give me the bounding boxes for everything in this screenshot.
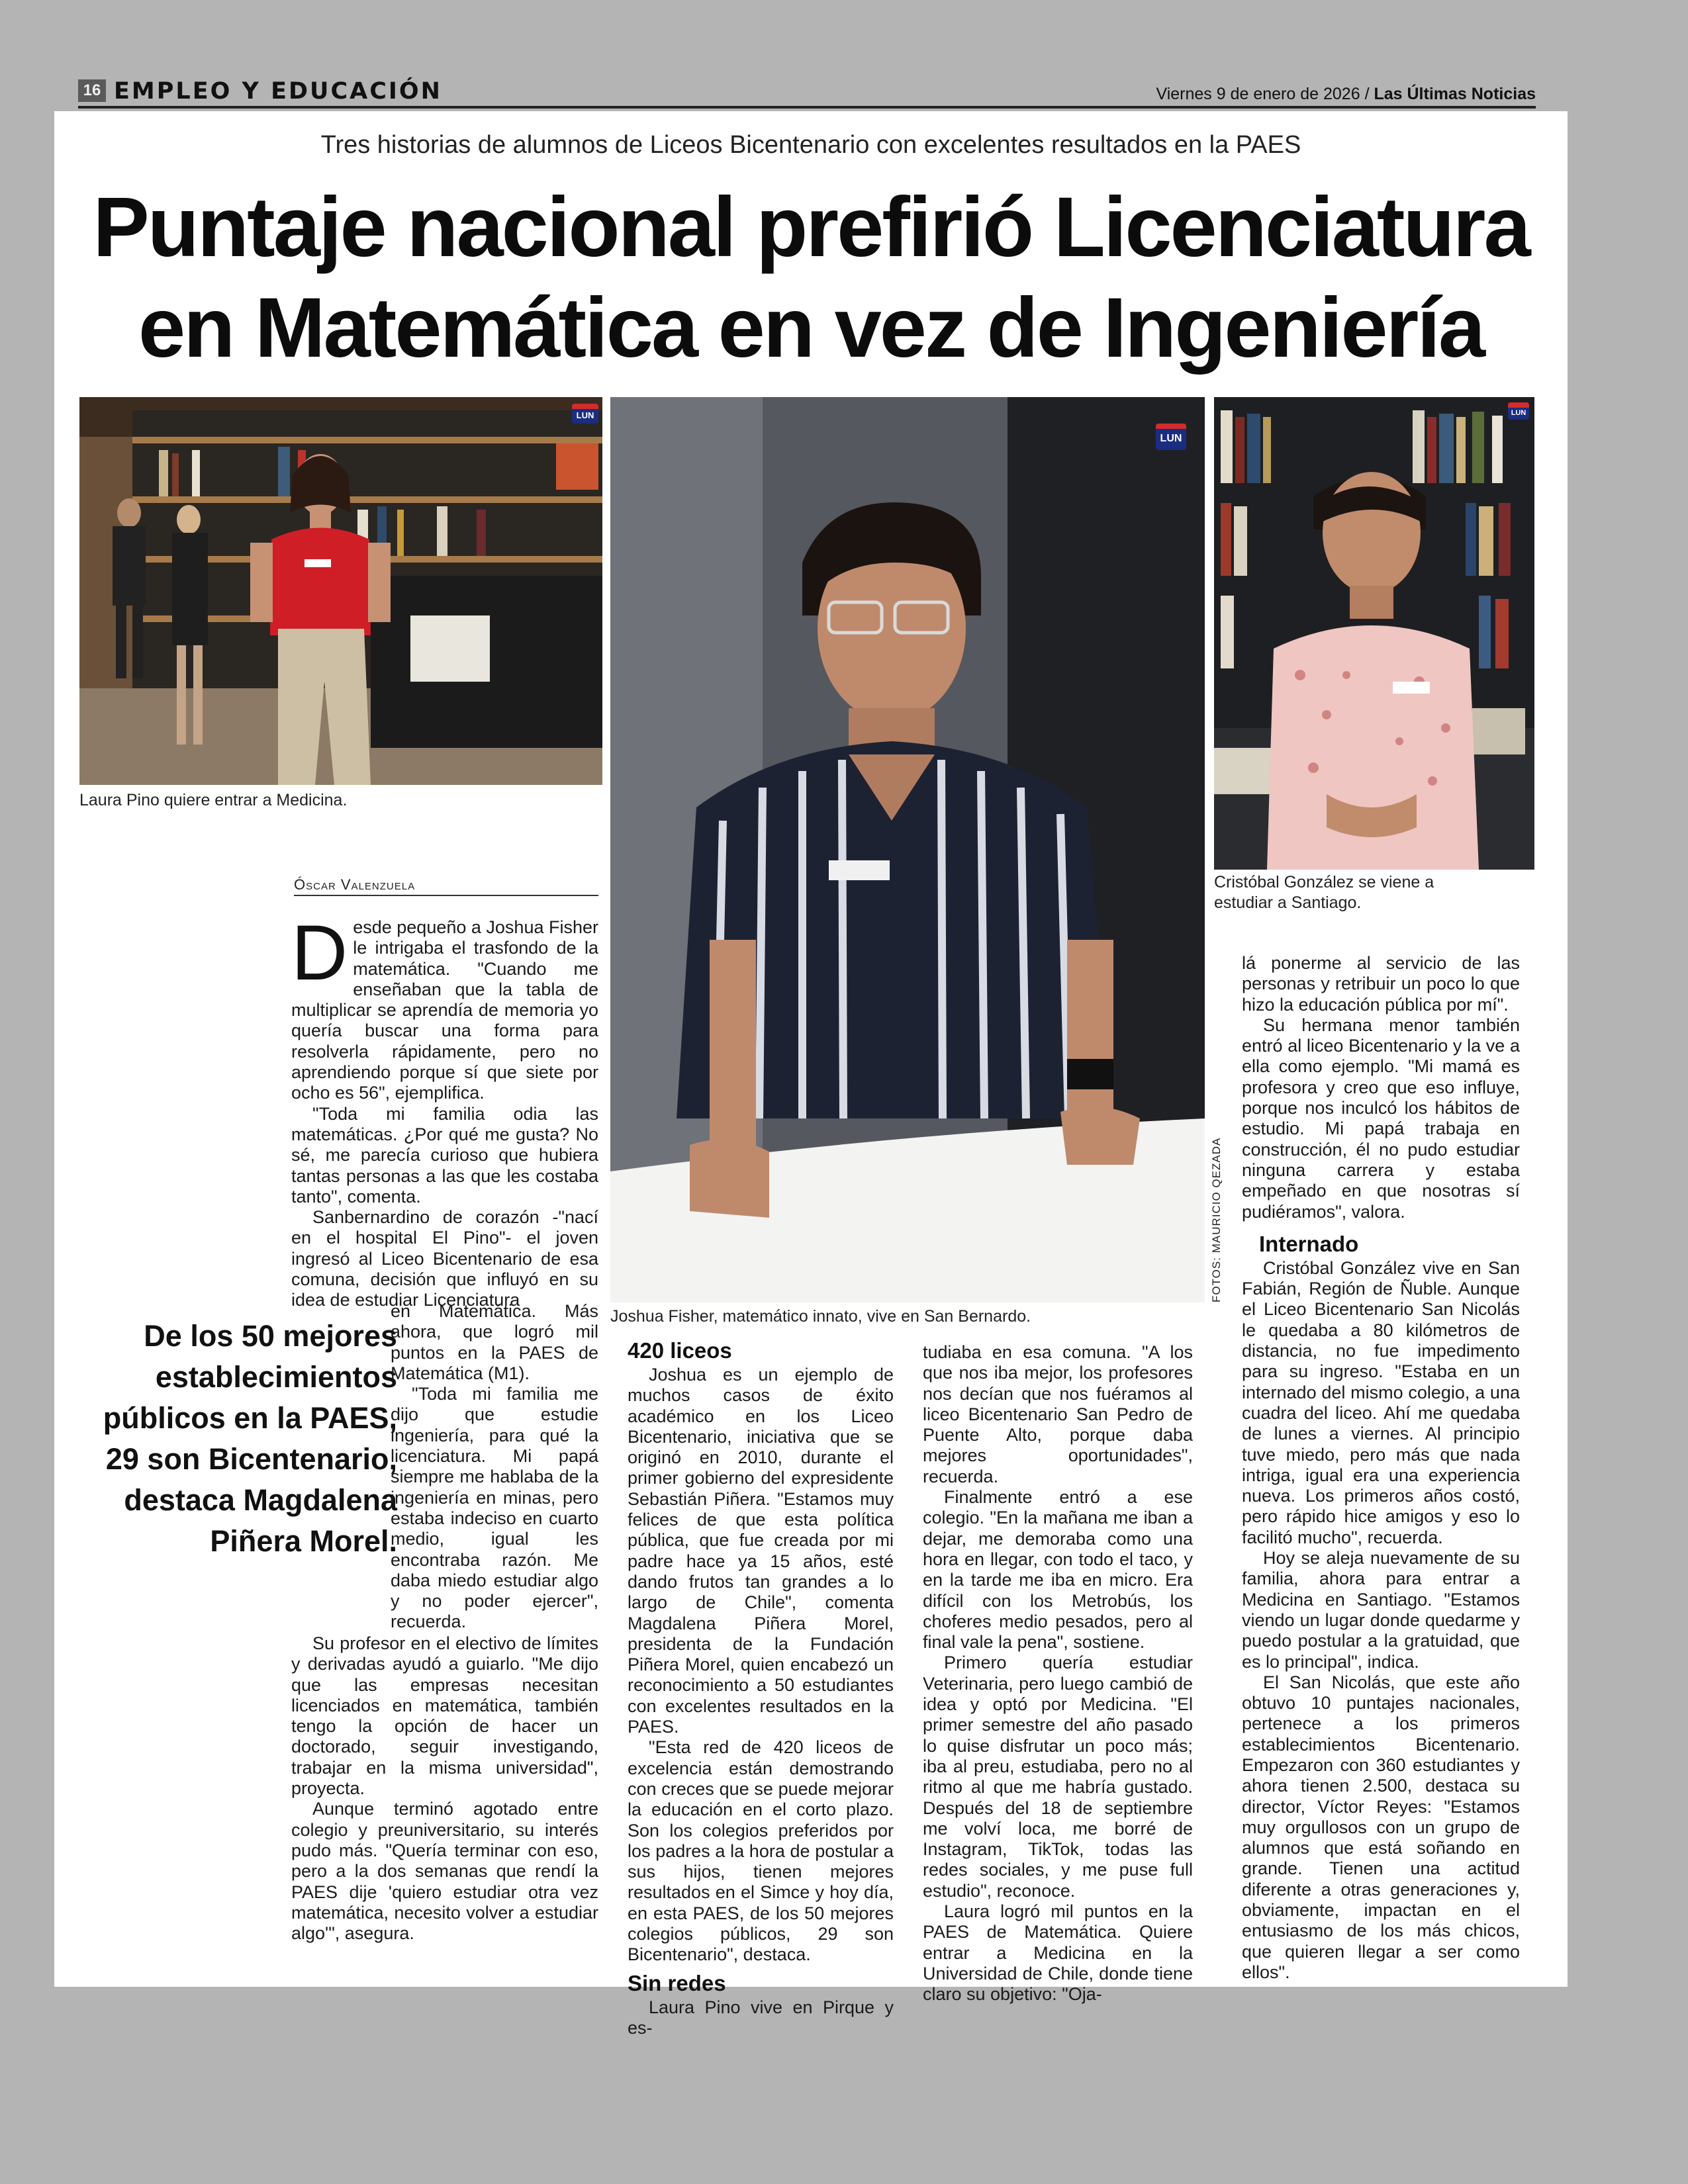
col2-paragraph-3: Laura Pino vive en Pirque y es- [628, 1997, 894, 2038]
byline-rule [294, 895, 598, 896]
col1-paragraph-6: Aunque terminó agotado entre colegio y preuniversitario, su interés pudo más. "Quería terminar con eso, pero a la dos semanas que rendí la PAES dije 'quiero estudiar otra vez matemática, necesito volver a estudiar algo'", asegura. [291, 1799, 598, 1944]
col1-paragraph-3: Sanbernardino de corazón -"nací en el hospital El Pino"- el joven ingresó al Liceo Bicentenario de esa comuna, decisión que influyó en su idea de estudiar Licenciatura [291, 1207, 598, 1310]
lun-badge: LUN [572, 404, 598, 424]
dateline [1156, 85, 1536, 104]
photo-joshua-fisher [610, 397, 1205, 1302]
byline: Óscar Valenzuela [294, 876, 416, 893]
col3-paragraph-3: Primero quería estudiar Veterinaria, pero luego cambió de idea y optó por Medicina. "El primer semestre del año pasado lo quise disfrutar un poco más; iba al preu, estudiaba, pero no al ritmo al que me habría gustado. Después del 18 de septiembre me volví loca, me borré de Instagram, TikTok, todas las redes sociales, y me puse full estudio", reconoce. [923, 1653, 1193, 1901]
issue-date: Viernes 9 de enero de 2026 [1156, 85, 1360, 103]
cristobal-photo-illustration [1214, 397, 1534, 870]
column-4 [1242, 953, 1520, 1983]
col1-paragraph-1 [291, 909, 598, 1104]
subhead-420-liceos: 420 liceos [628, 1338, 732, 1363]
col4-paragraph-5: El San Nicolás, que este año obtuvo 10 puntajes nacionales, pertenece a los primeros establecimientos Bicentenario. Empezaron con 360 estudiantes y ahora tienen 2.500, destaca su director, Víctor Reyes: "Estamos muy orgullosos con un grupo de alumnos que está soñando en grande. Tienen una actitud diferente a otras generaciones y, obviamente, impactan en el entusiasmo de los más chicos, que quieren llegar a ser como ellos". [1242, 1672, 1520, 1982]
article-sheet [54, 111, 1568, 2038]
col1-paragraph-4: "Toda mi familia me dijo que estudie ingeniería, para qué la licenciatura. Mi papá siempre me hablaba de la ingeniería en minas, pero estaba indeciso en cuarto medio, igual les encontraba razón. Me daba miedo estudiar algo y no poder ejercer", recuerda. [391, 1384, 598, 1632]
laura-photo-illustration [79, 397, 602, 785]
col3-paragraph-1: tudiaba en esa comuna. "A los que nos iba mejor, los profesores nos decían que nos fuéramos al liceo Bicentenario San Pedro de Puente Alto, porque daba mejores oportunidades", recuerda. [923, 1342, 1193, 1486]
col4-paragraph-3: Cristóbal González vive en San Fabián, Región de Ñuble. Aunque el Liceo Bicentenario San Nicolás le quedaba a 80 kilómetros de distancia, no fue impedimento para su ingreso. "Estaba en un internado del mismo colegio, a una cuadra del liceo. Ahí me quedaba de lunes a viernes. Al principio tuve miedo, pero más que nada intriga, igual era una experiencia nueva. Los primeros años costó, pero rápido hice amigos y eso lo facilitó mucho", recuerda. [1242, 1257, 1520, 1547]
pull-quote: De los 50 mejores establecimientos públicos en la PAES, 29 son Bicentenario, destaca Magdalena Piñera Morel. [103, 1319, 397, 1558]
section-name: EMPLEO Y EDUCACIÓN [114, 78, 442, 105]
col3-paragraph-2: Finalmente entró a ese colegio. "En la mañana me iban a dejar, me demoraba como una hora en llegar, con todo el taco, y en la tarde me iba en micro. Era difícil con los Metrobús, los choferes medio pesados, pero al final vale la pena", sostiene. [923, 1487, 1193, 1653]
col4-paragraph-4: Hoy se aleja nuevamente de su familia, ahora para entrar a Medicina en Santiago. "Estamos viendo un lugar donde quedarme y puedo postular a la gratuidad, que es lo principal", indica. [1242, 1548, 1520, 1672]
headline-line-2: en Matemática en vez de Ingeniería [138, 281, 1484, 375]
column-2 [628, 1337, 894, 2038]
joshua-photo-illustration [610, 397, 1205, 1302]
subhead-internado: Internado [1259, 1231, 1359, 1256]
subhead-sin-redes: Sin redes [628, 1970, 726, 1995]
dateline-separator: / [1364, 85, 1370, 103]
photo-caption-left: Laura Pino quiere entrar a Medicina. [79, 791, 348, 809]
headline-line-1: Puntaje nacional prefirió Licenciatura [93, 180, 1529, 275]
article-kicker: Tres historias de alumnos de Liceos Bicentenario con excelentes resultados en la PAES [320, 131, 1301, 159]
col4-paragraph-2: Su hermana menor también entró al liceo Bicentenario y la ve a ella como ejemplo. "Mi mamá es profesora y creo que eso influye, porque nos inculcó los hábitos de estudio. Mi papá trabaja en construcción, él no pudo estudiar ninguna carrera y estaba empeñado en que nosotras sí pudiéramos", valora. [1242, 1015, 1520, 1222]
col1-paragraph-3b: en Matemática. Más ahora, que logró mil puntos en la PAES de Matemática (M1). [391, 1301, 598, 1383]
column-1-bottom [291, 1633, 598, 1944]
drop-cap: D [291, 909, 348, 997]
newspaper-name: Las Últimas Noticias [1374, 85, 1536, 103]
header-rule [78, 106, 1536, 109]
column-3 [923, 1342, 1193, 2005]
lun-badge: LUN [1156, 424, 1186, 450]
col2-paragraph-2: "Esta red de 420 liceos de excelencia están demostrando con creces que se puede mejorar la educación en el corto plazo. Son los colegios preferidos por los padres a la hora de postular a sus hijos, tienen mejores resultados en el Simce y hoy día, en esta PAES, de los 50 mejores colegios públicos, 29 son Bicentenario", destaca. [628, 1737, 894, 1965]
col2-paragraph-1: Joshua es un ejemplo de muchos casos de éxito académico en los Liceo Bicentenario, iniciativa que se originó en 2010, durante el primer gobierno del expresidente Sebastián Piñera. "Estamos muy felices de que esta política pública, que fue creada por mi padre hace ya 15 años, esté dando frutos tan grandes a lo largo de Chile", comenta Magdalena Piñera Morel, presidenta de la Fundación Piñera Morel, quien encabezó un reconocimiento a 50 estudiantes con excelentes resultados en la PAES. [628, 1365, 894, 1737]
page-number: 16 [78, 79, 106, 102]
col1-paragraph-5: Su profesor en el electivo de límites y derivadas ayudó a guiarlo. "Me dijo que las empresas necesitan licenciados en matemática, también tengo la opción de hacer un doctorado, seguir investigando, trabajar en la misma universidad", proyecta. [291, 1633, 598, 1799]
col1-paragraph-2: "Toda mi familia odia las matemáticas. ¿Por qué me gusta? No sé, me parecía curioso que hubiera tantas personas a las que les costaba tanto", comenta. [291, 1103, 598, 1206]
photo-caption-center: Joshua Fisher, matemático innato, vive en San Bernardo. [610, 1307, 1031, 1326]
caption-right-line-1: Cristóbal González se viene a [1214, 873, 1434, 891]
photo-laura-pino [79, 397, 602, 785]
col1-p1-text: esde pequeño a Joshua Fisher le intrigaba el trasfondo de la matemática. "Cuando me enseñaban que la tabla de multiplicar se aprendía de memoria yo quería buscar una forma para resolverla rápidamente, pero no aprendiendo porque sí que siete por ocho es 56", ejemplifica. [291, 917, 598, 1103]
column-1 [291, 909, 598, 1311]
photo-caption-right [1214, 872, 1534, 913]
photo-credit: FOTOS: MAURICIO QEZADA [1210, 1137, 1223, 1302]
column-1-narrow [391, 1301, 598, 1633]
caption-right-line-2: estudiar a Santiago. [1214, 893, 1362, 912]
photo-cristobal-gonzalez [1214, 397, 1534, 870]
article-headline [54, 177, 1568, 379]
lun-badge: LUN [1508, 402, 1529, 420]
col4-paragraph-1: lá ponerme al servicio de las personas y retribuir un poco lo que hizo la educación pública por mí". [1242, 953, 1520, 1015]
col3-paragraph-4: Laura logró mil puntos en la PAES de Matemática. Quiere entrar a Medicina en la Universidad de Chile, donde tiene claro su objetivo: "Oja- [923, 1901, 1193, 2005]
running-header [78, 77, 1536, 106]
